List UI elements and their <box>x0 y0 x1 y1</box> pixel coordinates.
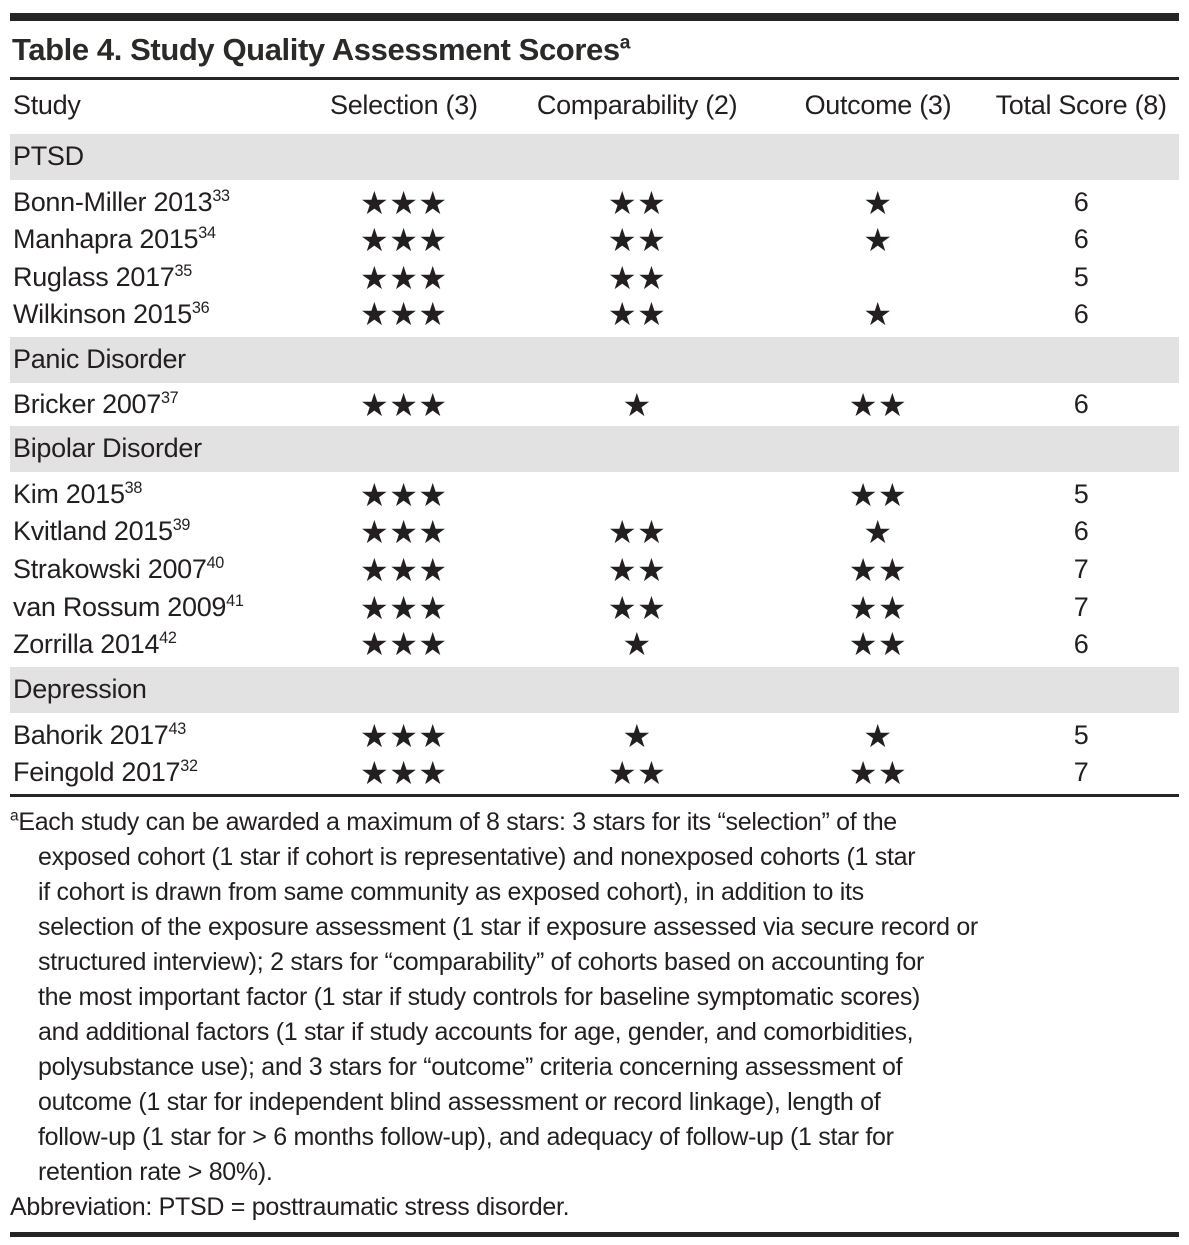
reference-superscript: 41 <box>226 592 244 610</box>
reference-superscript: 38 <box>124 479 143 498</box>
footnote-line: the most important factor (1 star if study controls for baseline symptomatic scores) <box>38 982 921 1011</box>
selection-stars: ★★★ <box>360 296 448 333</box>
study-name: Strakowski 2007$^{40}$ <box>13 554 225 584</box>
total-score: 7 <box>1073 592 1089 622</box>
study-name: Manhapra 2015$^{34}$ <box>13 224 216 254</box>
study-row <box>10 627 1179 665</box>
study-row <box>10 589 1179 627</box>
study-name: Bahorik 2017$^{43}$ <box>13 720 186 751</box>
selection-stars: ★★★ <box>360 221 448 258</box>
reference-superscript: 42 <box>159 628 177 647</box>
study-row <box>10 475 1179 513</box>
selection-stars: ★★★ <box>360 754 448 791</box>
reference-superscript: 32 <box>180 757 198 775</box>
outcome-stars: ★★ <box>848 551 908 588</box>
study-row <box>10 221 1179 259</box>
selection-stars: ★★★ <box>360 717 448 754</box>
outcome-stars <box>773 259 984 297</box>
reference-superscript: 40 <box>206 554 225 572</box>
study-name: Ruglass 2017$^{35}$ <box>13 262 192 292</box>
study-row <box>10 551 1179 589</box>
footnote-line: and additional factors (1 star if study accounts for age, gender, and comorbidities, <box>38 1017 914 1046</box>
outcome-stars: ★★ <box>848 386 908 423</box>
selection-stars: ★★★ <box>360 184 448 221</box>
outcome-stars: ★ <box>863 717 893 754</box>
comparability-stars <box>502 475 773 513</box>
study-name: Bonn-Miller 2013$^{33}$ <box>13 187 230 218</box>
comparability-stars: ★★ <box>607 259 667 296</box>
study-row <box>10 716 1179 754</box>
reference-superscript: 37 <box>160 389 179 407</box>
comparability-stars: ★★ <box>607 296 667 333</box>
abbreviation-note: Abbreviation: PTSD = posttraumatic stress disorder. <box>10 1192 570 1221</box>
comparability-stars: ★★ <box>607 551 667 588</box>
reference-superscript: 33 <box>212 187 230 206</box>
study-row <box>10 513 1179 551</box>
comparability-stars: ★★ <box>607 184 667 221</box>
column-header-comparability: Comparability (2) <box>502 80 773 132</box>
footnote-line: outcome (1 star for independent blind assessment or record linkage), length of <box>38 1087 881 1116</box>
table-header <box>10 80 1179 132</box>
table-title-text: Table 4. Study Quality Assessment Scores <box>12 32 620 67</box>
outcome-stars: ★★ <box>848 476 908 513</box>
study-row <box>10 183 1179 221</box>
reference-superscript: 36 <box>191 298 210 317</box>
study-row <box>10 386 1179 424</box>
section-row-ptsd <box>10 132 1179 183</box>
section-label: Bipolar Disorder <box>10 424 1179 475</box>
footnote-line: polysubstance use); and 3 stars for “outcome” criteria concerning assessment of <box>38 1052 903 1081</box>
outcome-stars: ★ <box>863 221 893 258</box>
study-name: Zorrilla 2014$^{42}$ <box>13 628 177 659</box>
section-label: Depression <box>10 665 1179 716</box>
total-score: 6 <box>1073 628 1089 659</box>
reference-superscript: 35 <box>174 262 192 280</box>
selection-stars: ★★★ <box>360 626 448 663</box>
total-score: 6 <box>1073 224 1089 254</box>
selection-stars: ★★★ <box>360 589 448 626</box>
study-row <box>10 297 1179 335</box>
total-score: 6 <box>1073 187 1089 218</box>
study-name: Bricker 2007$^{37}$ <box>13 389 179 419</box>
comparability-stars: ★★ <box>607 754 667 791</box>
study-name: Kvitland 2015$^{39}$ <box>13 516 191 546</box>
section-row-panic-disorder <box>10 335 1179 386</box>
comparability-stars: ★★ <box>607 589 667 626</box>
outcome-stars: ★ <box>863 184 893 221</box>
bottom-rule <box>10 1232 1179 1237</box>
total-score: 5 <box>1073 262 1089 292</box>
comparability-stars: ★★ <box>607 513 667 550</box>
section-row-bipolar-disorder <box>10 424 1179 475</box>
footnote-line: exposed cohort (1 star if cohort is representative) and nonexposed cohorts (1 star <box>38 842 916 871</box>
top-rule <box>10 13 1179 21</box>
section-row-depression <box>10 665 1179 716</box>
comparability-stars: ★★ <box>607 221 667 258</box>
outcome-stars: ★ <box>863 513 893 550</box>
footnote-paragraph <box>10 805 1179 1190</box>
study-row <box>10 259 1179 297</box>
total-score: 6 <box>1073 298 1089 329</box>
section-label: PTSD <box>10 132 1179 183</box>
column-header-selection: Selection (3) <box>306 80 502 132</box>
header-row <box>10 80 1179 132</box>
section-label: Panic Disorder <box>10 335 1179 386</box>
selection-stars: ★★★ <box>360 259 448 296</box>
total-score: 5 <box>1073 479 1089 510</box>
footnote-marker: a <box>10 807 19 825</box>
column-header-total-score: Total Score (8) <box>983 80 1179 132</box>
table-title <box>10 21 1179 77</box>
comparability-stars: ★ <box>622 717 652 754</box>
total-score: 5 <box>1073 720 1089 751</box>
comparability-stars: ★ <box>622 386 652 423</box>
outcome-stars: ★★ <box>848 589 908 626</box>
reference-superscript: 43 <box>168 720 186 739</box>
outcome-stars: ★ <box>863 296 893 333</box>
footnote-line: $^a$Each study can be awarded a maximum of 8 stars: 3 stars for its “selection” of the <box>10 807 897 836</box>
selection-stars: ★★★ <box>360 386 448 423</box>
table-body <box>10 132 1179 792</box>
footnote-line: if cohort is drawn from same community as exposed cohort), in addition to its <box>38 877 864 906</box>
footnote-line: retention rate > 80%). <box>38 1157 273 1186</box>
footnote-line: selection of the exposure assessment (1 star if exposure assessed via secure record or <box>38 912 978 941</box>
total-score: 6 <box>1073 389 1089 419</box>
study-name: van Rossum 2009$^{41}$ <box>13 592 244 622</box>
total-score: 6 <box>1073 516 1089 546</box>
column-header-outcome: Outcome (3) <box>773 80 984 132</box>
selection-stars: ★★★ <box>360 476 448 513</box>
footnote <box>10 797 1179 1225</box>
study-name: Wilkinson 2015$^{36}$ <box>13 298 210 329</box>
total-score: 7 <box>1073 757 1089 787</box>
study-name: Kim 2015$^{38}$ <box>13 479 143 510</box>
quality-assessment-table <box>10 80 1179 792</box>
footnote-line: follow-up (1 star for > 6 months follow-up), and adequacy of follow-up (1 star for <box>38 1122 894 1151</box>
study-row <box>10 754 1179 792</box>
selection-stars: ★★★ <box>360 513 448 550</box>
outcome-stars: ★★ <box>848 754 908 791</box>
total-score: 7 <box>1073 554 1089 584</box>
reference-superscript: 34 <box>198 224 216 242</box>
table-title-footnote-marker: a <box>619 32 630 54</box>
selection-stars: ★★★ <box>360 551 448 588</box>
column-header-study: Study <box>10 80 306 132</box>
reference-superscript: 39 <box>172 516 191 534</box>
footnote-line: structured interview); 2 stars for “comparability” of cohorts based on accounting for <box>38 947 925 976</box>
outcome-stars: ★★ <box>848 626 908 663</box>
study-name: Feingold 2017$^{32}$ <box>13 757 198 787</box>
comparability-stars: ★ <box>622 626 652 663</box>
